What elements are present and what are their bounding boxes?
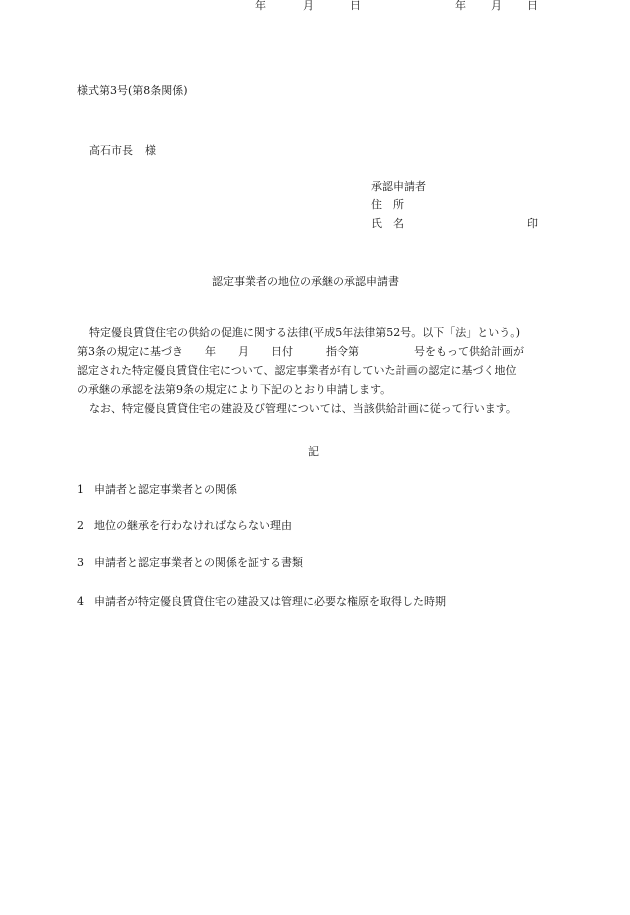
list-item — [77, 484, 237, 495]
item-text: 申請者と認定事業者との関係 — [94, 483, 237, 496]
item-text: 申請者が特定優良賃貸住宅の建設又は管理に必要な権原を取得した時期 — [94, 595, 446, 608]
list-item — [77, 557, 303, 568]
applicant-address-label: 住 所 — [371, 198, 404, 211]
item-text: 地位の継承を行わなければならない理由 — [94, 519, 292, 532]
body-line: 第3条の規定に基づき 年 月 日付 指令第 号をもって供給計画が — [77, 345, 524, 358]
document-title: 認定事業者の地位の承継の承認申請書 — [212, 275, 399, 288]
applicant-name-label: 氏 名 — [371, 217, 404, 230]
form-number: 様式第3号(第8条関係) — [77, 84, 188, 97]
date-year-label: 年 — [455, 0, 466, 12]
body-line: なお、特定優良賃貸住宅の建設及び管理については、当該供給計画に従って行います。 — [89, 402, 517, 415]
seal-mark: 印 — [527, 217, 538, 230]
body-line: 認定された特定優良賃貸住宅について、認定事業者が有していた計画の認定に基づく地位 — [77, 364, 517, 377]
list-item — [77, 520, 292, 531]
addressee — [89, 145, 156, 156]
body-line: 特定優良賃貸住宅の供給の促進に関する法律(平成5年法律第52号。以下「法」という。) — [89, 326, 521, 339]
footer-date-month-label: 月 — [303, 0, 314, 12]
addressee-name: 高石市長 — [89, 144, 133, 157]
footer-date-day-label: 日 — [350, 0, 361, 12]
date-day-label: 日 — [527, 0, 538, 12]
ki-heading: 記 — [308, 445, 319, 458]
body-line: の承継の承認を法第9条の規定により下記のとおり申請します。 — [77, 383, 392, 396]
item-number: 4 — [77, 595, 84, 608]
item-text: 申請者と認定事業者との関係を証する書類 — [94, 556, 303, 569]
applicant-heading: 承認申請者 — [371, 180, 426, 193]
footer-date-year-label: 年 — [255, 0, 266, 12]
list-item — [77, 596, 446, 607]
item-number: 2 — [77, 519, 84, 532]
item-number: 3 — [77, 556, 84, 569]
addressee-honorific: 様 — [145, 144, 156, 157]
date-month-label: 月 — [491, 0, 502, 12]
item-number: 1 — [77, 483, 84, 496]
